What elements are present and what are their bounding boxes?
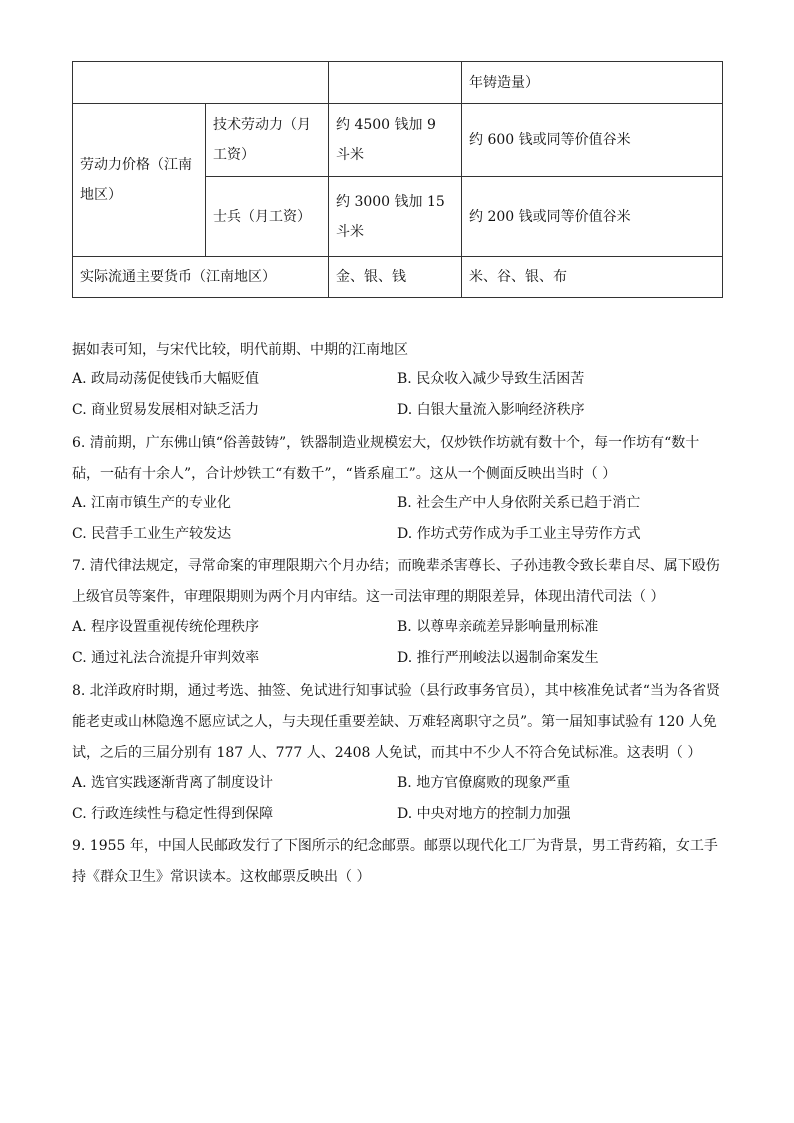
q8-option-a[interactable]: A. 选官实践逐渐背离了制度设计 xyxy=(72,775,274,791)
q7-option-c[interactable]: C. 通过礼法合流提升审判效率 xyxy=(72,650,260,666)
table-cell: 约 200 钱或同等价值谷米 xyxy=(462,177,723,257)
table-cell: 约 3000 钱加 15 斗米 xyxy=(329,177,462,257)
table-cell xyxy=(73,62,329,104)
q6-option-b[interactable]: B. 社会生产中人身依附关系已趋于消亡 xyxy=(397,495,641,511)
comparison-table xyxy=(72,61,723,298)
q8-option-c[interactable]: C. 行政连续性与稳定性得到保障 xyxy=(72,806,274,822)
table-cell: 约 600 钱或同等价值谷米 xyxy=(462,104,723,177)
question-5-stem: 据如表可知，与宋代比较，明代前期、中期的江南地区 xyxy=(72,342,408,358)
row-label-soldier: 士兵（月工资） xyxy=(206,177,329,257)
row-header-currency: 实际流通主要货币（江南地区） xyxy=(73,257,329,298)
table-cell: 年铸造量） xyxy=(462,62,723,104)
q6-option-a[interactable]: A. 江南市镇生产的专业化 xyxy=(72,495,232,511)
question-7-stem: 7. 清代律法规定，寻常命案的审理限期六个月办结；而晚辈杀害尊长、子孙违教令致长辈自尽、属下殴伤上级官员等案件，审理限期则为两个月内审结。这一司法审理的期限差异，体现出清代司法（ ） xyxy=(72,558,720,605)
q5-option-d[interactable]: D. 白银大量流入影响经济秩序 xyxy=(397,402,585,418)
table-cell xyxy=(329,62,462,104)
q8-option-b[interactable]: B. 地方官僚腐败的现象严重 xyxy=(397,775,571,791)
table-row xyxy=(73,104,723,177)
table-row xyxy=(73,62,723,104)
table-cell: 约 4500 钱加 9 斗米 xyxy=(329,104,462,177)
question-9-stem: 9. 1955 年，中国人民邮政发行了下图所示的纪念邮票。邮票以现代化工厂为背景，男工背药箱，女工手持《群众卫生》常识读本。这枚邮票反映出（ ） xyxy=(72,838,718,885)
table-cell: 金、银、钱 xyxy=(329,257,462,298)
q7-option-d[interactable]: D. 推行严刑峻法以遏制命案发生 xyxy=(397,650,599,666)
q6-option-d[interactable]: D. 作坊式劳作成为手工业主导劳作方式 xyxy=(397,526,641,542)
table-row xyxy=(73,257,723,298)
q7-option-a[interactable]: A. 程序设置重视传统伦理秩序 xyxy=(72,619,260,635)
q8-option-d[interactable]: D. 中央对地方的控制力加强 xyxy=(397,806,571,822)
question-8-stem: 8. 北洋政府时期，通过考选、抽签、免试进行知事试验（县行政事务官员），其中核准免试者“当为各省贤能老吏或山林隐逸不愿应试之人，与夫现任重要差缺、万难轻离职守之员”。第一届知事试验有 120 人免试，之后的三届分别有 187 人、777 人、2408 人免试，而其中不少人不符合免试标准。这表明（ ） xyxy=(72,683,720,761)
q5-option-a[interactable]: A. 政局动荡促使钱币大幅贬值 xyxy=(72,371,260,387)
row-label-tech-labor: 技术劳动力（月工资） xyxy=(206,104,329,177)
table-cell: 米、谷、银、布 xyxy=(462,257,723,298)
row-header-labor-price: 劳动力价格（江南地区） xyxy=(73,104,206,257)
q5-option-b[interactable]: B. 民众收入减少导致生活困苦 xyxy=(397,371,585,387)
q6-option-c[interactable]: C. 民营手工业生产较发达 xyxy=(72,526,232,542)
q5-option-c[interactable]: C. 商业贸易发展相对缺乏活力 xyxy=(72,402,260,418)
question-6-stem: 6. 清前期，广东佛山镇“俗善鼓铸”，铁器制造业规模宏大，仅炒铁作坊就有数十个，每一作坊有“数十砧，一砧有十余人”，合计炒铁工“有数千”，“皆系雇工”。这从一个侧面反映出当时（ ） xyxy=(72,435,700,482)
q7-option-b[interactable]: B. 以尊卑亲疏差异影响量刑标准 xyxy=(397,619,599,635)
